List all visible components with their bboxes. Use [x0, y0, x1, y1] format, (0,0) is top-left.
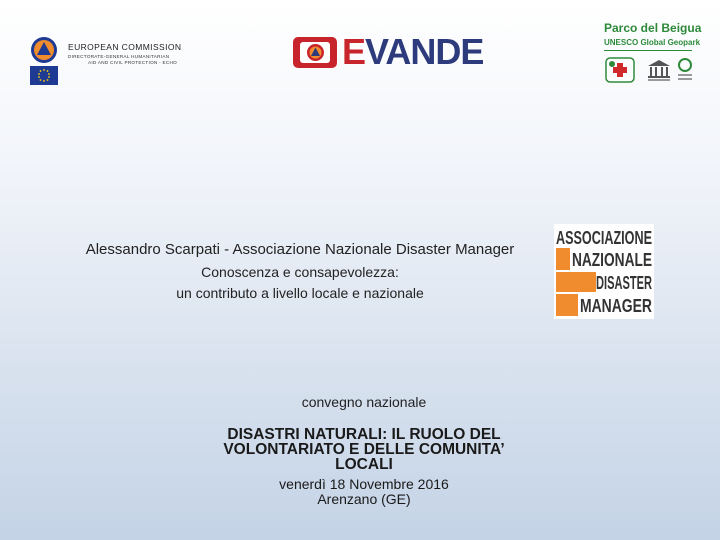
beigua-divider	[604, 50, 692, 51]
event-type: convegno nazionale	[301, 394, 427, 410]
talk-title-line2: un contributo a livello locale e nazionale	[176, 285, 424, 301]
geopark-mark-icon	[676, 57, 694, 83]
ec-title: EUROPEAN COMMISSION	[68, 42, 182, 52]
andm-line-1: ASSOCIAZIONE	[556, 228, 652, 248]
park-emblem-icon	[605, 57, 635, 83]
andm-logo	[554, 224, 654, 319]
eu-flag-icon	[30, 66, 58, 85]
unesco-temple-icon	[646, 57, 672, 83]
beigua-title: Parco del Beigua	[604, 21, 702, 35]
beigua-subtitle: UNESCO Global Geopark	[604, 38, 701, 47]
event-date: venerdì 18 Novembre 2016	[279, 476, 449, 492]
andm-line-4: MANAGER	[580, 296, 652, 316]
evande-letter-e: E	[342, 31, 366, 72]
event-title-line2: VOLONTARIATO E DELLE COMUNITA’	[223, 441, 505, 458]
ec-subtitle-line2: AID AND CIVIL PROTECTION - ECHO	[88, 60, 178, 65]
speaker-name: Alessandro Scarpati - Associazione Nazionale Disaster Manager	[85, 241, 515, 258]
ec-subtitle-line1: DIRECTORATE-GENERAL HUMANITARIAN	[68, 54, 170, 59]
event-title-line1: DISASTRI NATURALI: IL RUOLO DEL	[227, 426, 501, 443]
civil-protection-triangle-icon	[30, 36, 58, 64]
tablet-alert-icon	[306, 43, 325, 62]
evande-letters-rest: VANDE	[365, 31, 484, 72]
event-place: Arenzano (GE)	[317, 491, 411, 507]
evande-wordmark	[342, 31, 483, 73]
andm-line-2: NAZIONALE	[572, 250, 652, 270]
talk-title-line1: Conoscenza e consapevolezza:	[201, 264, 399, 280]
event-title-line3: LOCALI	[335, 456, 393, 473]
andm-line-3: DISASTER	[596, 273, 652, 293]
